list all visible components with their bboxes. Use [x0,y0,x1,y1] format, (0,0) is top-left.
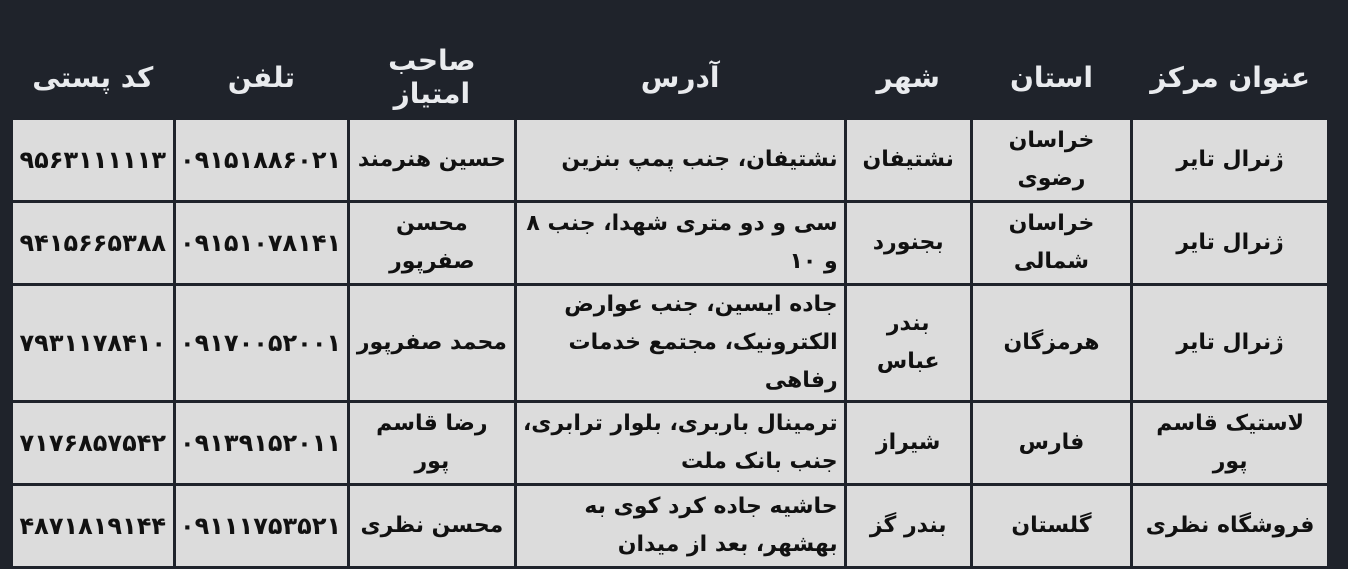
table-row [13,286,1327,400]
cell-center: لاستیک قاسم پور [1133,403,1327,483]
cell-city: بجنورد [847,203,970,283]
cell-province: فارس [973,403,1130,483]
table-row [13,486,1327,566]
cell-city: نشتیفان [847,120,970,200]
header-province: استان [1010,60,1093,94]
cell-province: هرمزگان [973,286,1130,400]
cell-province: خراسان شمالی [973,203,1130,283]
cell-address: حاشیه جاده کرد کوی به بهشهر، بعد از میدان [517,486,844,566]
cell-phone: ۰۹۱۷۰۰۵۲۰۰۱ [176,286,348,400]
cell-center: ژنرال تایر [1133,286,1327,400]
cell-phone: ۰۹۱۳۹۱۵۲۰۱۱ [176,403,348,483]
cell-owner: محسن صفرپور [350,203,514,283]
cell-postal: ۹۴۱۵۶۶۵۳۸۸ [13,203,173,283]
table-row [13,403,1327,483]
cell-phone: ۰۹۱۵۱۸۸۶۰۲۱ [176,120,348,200]
cell-postal: ۹۵۶۳۱۱۱۱۱۳ [13,120,173,200]
cell-postal: ۷۱۷۶۸۵۷۵۴۲ [13,403,173,483]
cell-address: نشتیفان، جنب پمپ بنزین [517,120,844,200]
cell-owner: محمد صفرپور [350,286,514,400]
header-center: عنوان مرکز [1150,60,1311,94]
table-row [13,120,1327,200]
cell-postal: ۴۸۷۱۸۱۹۱۴۴ [13,486,173,566]
header-postal: کد پستی [32,60,154,94]
cell-city: شیراز [847,403,970,483]
cell-owner: حسین هنرمند [350,120,514,200]
cell-province: گلستان [973,486,1130,566]
cell-address: جاده ایسین، جنب عوارض الکترونیک، مجتمع خدمات رفاهی [517,286,844,400]
table-row [13,203,1327,283]
cell-center: ژنرال تایر [1133,120,1327,200]
cell-address: ترمینال باربری، بلوار ترابری، جنب بانک ملت [517,403,844,483]
cell-phone: ۰۹۱۱۱۷۵۳۵۲۱ [176,486,348,566]
cell-center: فروشگاه نظری [1133,486,1327,566]
header-phone: تلفن [227,60,295,94]
cell-owner: رضا قاسم پور [350,403,514,483]
cell-address: سی و دو متری شهدا، جنب ۸ و ۱۰ [517,203,844,283]
cell-province: خراسان رضوی [973,120,1130,200]
cell-city: بندر گز [847,486,970,566]
cell-postal: ۷۹۳۱۱۷۸۴۱۰ [13,286,173,400]
cell-phone: ۰۹۱۵۱۰۷۸۱۴۱ [176,203,348,283]
dealers-table [10,34,1330,569]
cell-city: بندر عباس [847,286,970,400]
cell-owner: محسن نظری [350,486,514,566]
header-address: آدرس [640,60,720,94]
header-city: شهر [876,60,940,94]
table-header-row [13,37,1327,117]
header-owner: صاحب امتیاز [388,44,476,110]
cell-center: ژنرال تایر [1133,203,1327,283]
